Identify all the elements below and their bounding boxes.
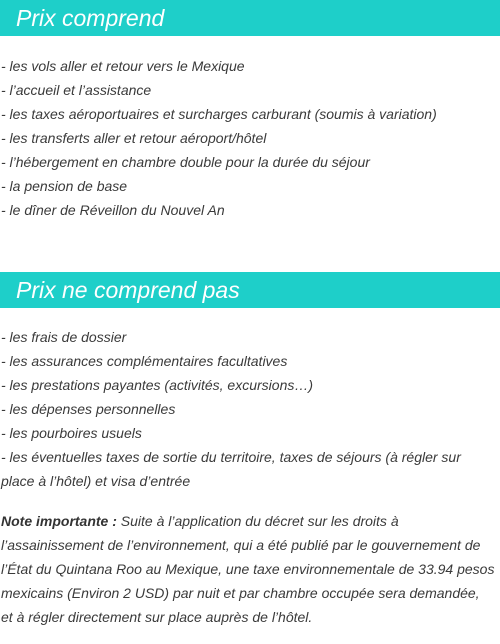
- section-header-prix-ne-comprend-pas: [0, 272, 500, 308]
- section-header-prix-comprend: [0, 0, 500, 36]
- list-item: - l’hébergement en chambre double pour la durée du séjour: [1, 154, 370, 170]
- list-item: - l’accueil et l’assistance: [1, 82, 152, 98]
- important-note: [0, 509, 495, 629]
- excluded-items-list: [0, 325, 500, 493]
- list-item: - les éventuelles taxes de sortie du territoire, taxes de séjours (à régler sur place à l’hôtel) et visa d’entrée: [1, 449, 461, 489]
- note-text: Suite à l’application du décret sur les droits à l’assainissement de l’environnement, qui a été publié par le gouvernement de l’État du Quintana Roo au Mexique, une taxe environnementale de 33.94 pesos mexicains (Environ 2 USD) par nuit et par chambre occupée sera demandée, et à régler directement sur place auprès de l’hôtel.: [1, 513, 495, 625]
- note-label: Note importante :: [1, 513, 117, 529]
- included-items-list: [0, 54, 500, 222]
- list-item: - les frais de dossier: [1, 329, 127, 345]
- list-item: - les transferts aller et retour aéroport/hôtel: [1, 130, 267, 146]
- section-title: Prix comprend: [16, 5, 165, 31]
- list-item: - les assurances complémentaires facultatives: [1, 353, 288, 369]
- list-item: - les prestations payantes (activités, excursions…): [1, 377, 314, 393]
- section-title: Prix ne comprend pas: [16, 277, 240, 303]
- list-item: - les dépenses personnelles: [1, 401, 176, 417]
- list-item: - le dîner de Réveillon du Nouvel An: [1, 202, 225, 218]
- list-item: - les pourboires usuels: [1, 425, 142, 441]
- list-item: - les vols aller et retour vers le Mexique: [1, 58, 245, 74]
- list-item: - les taxes aéroportuaires et surcharges carburant (soumis à variation): [1, 106, 437, 122]
- list-item: - la pension de base: [1, 178, 128, 194]
